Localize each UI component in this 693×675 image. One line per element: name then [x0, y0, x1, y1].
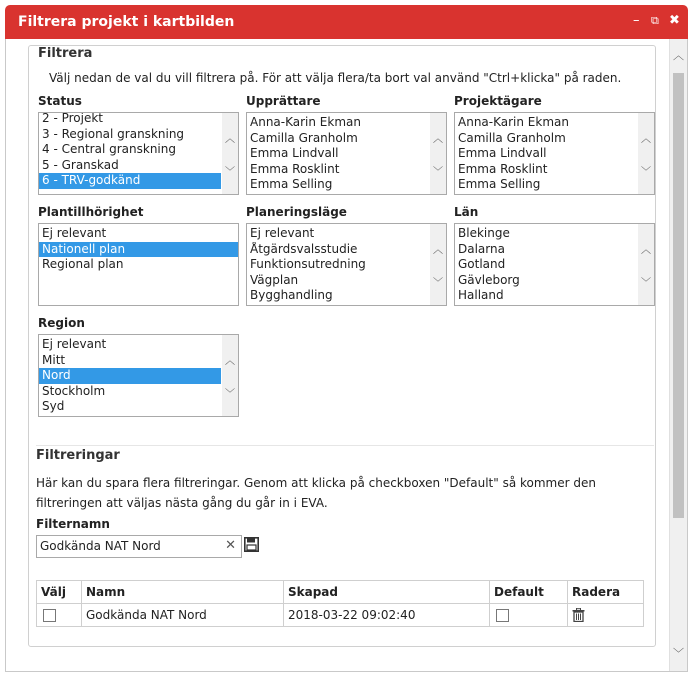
lan-option[interactable]: Blekinge — [458, 226, 510, 240]
plantillhorighet-option[interactable]: Regional plan — [42, 257, 124, 271]
dialog-scrollbar[interactable] — [669, 39, 687, 671]
region-listbox[interactable] — [38, 334, 239, 417]
clear-input-icon[interactable]: ✕ — [225, 538, 236, 553]
projektagare-option[interactable]: Emma Lindvall — [458, 146, 547, 160]
plantillhorighet-listbox[interactable] — [38, 223, 239, 306]
plantillhorighet-option[interactable]: Ej relevant — [42, 226, 107, 240]
chevron-down-icon[interactable]: ﹀ — [641, 167, 651, 178]
region-label: Region — [38, 316, 85, 330]
column-header-skapad: Skapad — [284, 581, 490, 604]
filternamn-value[interactable]: Godkända NAT Nord — [40, 539, 161, 553]
projektagare-option[interactable]: Anna-Karin Ekman — [458, 115, 569, 129]
lan-listbox[interactable] — [454, 223, 655, 306]
dialog-body — [5, 39, 688, 672]
window-titlebar — [5, 5, 688, 39]
filtreringar-title: Filtreringar — [36, 448, 120, 463]
column-header-valj: Välj — [37, 581, 82, 604]
lan-option[interactable]: Gotland — [458, 257, 506, 271]
region-option[interactable]: Syd — [42, 399, 65, 413]
chevron-up-icon[interactable]: ︿ — [641, 245, 651, 256]
column-header-radera: Radera — [568, 581, 644, 604]
planeringslage-scrollbar[interactable] — [430, 224, 446, 305]
upprattare-option[interactable]: Emma Rosklint — [250, 161, 340, 176]
upprattare-option[interactable]: Emma Lindvall — [250, 146, 339, 160]
chevron-up-icon[interactable]: ︿ — [225, 356, 235, 367]
scroll-down-icon[interactable]: ﹀ — [673, 647, 684, 660]
region-option[interactable]: Mitt — [42, 352, 66, 367]
skapad-cell: 2018-03-22 09:02:40 — [284, 604, 490, 627]
projektagare-option[interactable]: Emma Rosklint — [458, 161, 548, 176]
chevron-down-icon[interactable]: ﹀ — [225, 389, 235, 400]
window-title: Filtrera projekt i kartbilden — [18, 14, 235, 30]
region-option[interactable]: Ej relevant — [42, 337, 107, 351]
lan-option[interactable]: Halland — [458, 288, 504, 302]
plantillhorighet-label: Plantillhörighet — [38, 205, 144, 219]
filtreringar-description: Här kan du spara flera filtreringar. Genom att klicka på checkboxen "Default" så kommer den filtreringen att väljas nästa gång du går in i EVA. — [36, 476, 596, 510]
close-icon[interactable]: ✖ — [669, 13, 680, 28]
lan-option[interactable]: Gävleborg — [458, 272, 520, 287]
default-cell — [490, 604, 568, 627]
scrollbar-thumb[interactable] — [673, 73, 684, 518]
chevron-up-icon[interactable]: ︿ — [433, 245, 443, 256]
filter-legend: Filtrera — [38, 46, 93, 61]
projektagare-scrollbar[interactable] — [638, 113, 654, 194]
upprattare-scrollbar[interactable] — [430, 113, 446, 194]
radera-cell — [568, 604, 644, 627]
table-row — [37, 604, 644, 627]
chevron-down-icon[interactable]: ﹀ — [225, 167, 235, 178]
section-divider — [36, 445, 654, 446]
save-icon[interactable] — [244, 537, 259, 552]
status-label: Status — [38, 94, 82, 108]
projektagare-option[interactable]: Emma Selling — [458, 177, 541, 191]
region-option[interactable]: Stockholm — [42, 383, 106, 398]
scroll-up-icon[interactable]: ︿ — [673, 49, 684, 62]
namn-cell: Godkända NAT Nord — [82, 604, 284, 627]
chevron-up-icon[interactable]: ︿ — [641, 134, 651, 145]
chevron-down-icon[interactable]: ﹀ — [433, 167, 443, 178]
valj-checkbox[interactable] — [43, 609, 56, 622]
upprattare-label: Upprättare — [246, 94, 321, 108]
table-header-row — [37, 581, 644, 604]
popout-icon[interactable]: ⧉ — [651, 14, 659, 27]
lan-scrollbar[interactable] — [638, 224, 654, 305]
minimize-icon[interactable]: – — [633, 13, 640, 28]
chevron-down-icon[interactable]: ﹀ — [433, 278, 443, 289]
lan-option[interactable]: Dalarna — [458, 241, 505, 256]
filter-intro: Välj nedan de val du vill filtrera på. För att välja flera/ta bort val använd "Ctrl+klicka" på raden. — [49, 71, 622, 85]
planeringslage-option[interactable]: Ej relevant — [250, 226, 315, 240]
trash-icon[interactable] — [572, 608, 585, 622]
valj-cell — [37, 604, 82, 627]
upprattare-option[interactable]: Emma Selling — [250, 177, 333, 191]
planeringslage-option[interactable]: Funktionsutredning — [250, 257, 366, 271]
planeringslage-option[interactable]: Åtgärdsvalsstudie — [250, 241, 358, 256]
planeringslage-option[interactable]: Bygghandling — [250, 288, 333, 302]
column-header-default: Default — [490, 581, 568, 604]
planeringslage-option[interactable]: Vägplan — [250, 272, 299, 287]
saved-filters-table — [36, 580, 644, 627]
upprattare-option[interactable]: Camilla Granholm — [250, 130, 358, 145]
chevron-down-icon[interactable]: ﹀ — [641, 278, 651, 289]
status-option[interactable]: 3 - Regional granskning — [42, 126, 185, 141]
plantillhorighet-option-selected[interactable]: Nationell plan — [39, 242, 238, 258]
status-listbox[interactable] — [38, 112, 239, 195]
status-option[interactable]: 2 - Projekt — [42, 112, 104, 125]
lan-label: Län — [454, 205, 479, 219]
status-option[interactable]: 5 - Granskad — [42, 157, 119, 172]
projektagare-listbox[interactable] — [454, 112, 655, 195]
region-scrollbar[interactable] — [222, 335, 238, 416]
status-option[interactable]: 4 - Central granskning — [42, 142, 176, 156]
region-option-selected[interactable]: Nord — [39, 368, 221, 384]
planeringslage-listbox[interactable] — [246, 223, 447, 306]
column-header-namn: Namn — [82, 581, 284, 604]
upprattare-listbox[interactable] — [246, 112, 447, 195]
chevron-up-icon[interactable]: ︿ — [433, 134, 443, 145]
planeringslage-label: Planeringsläge — [246, 205, 347, 219]
filternamn-input[interactable] — [36, 535, 242, 558]
default-checkbox[interactable] — [496, 609, 509, 622]
chevron-up-icon[interactable]: ︿ — [225, 134, 235, 145]
projektagare-label: Projektägare — [454, 94, 542, 108]
projektagare-option[interactable]: Camilla Granholm — [458, 130, 566, 145]
status-scrollbar[interactable] — [222, 113, 238, 194]
filternamn-label: Filternamn — [36, 517, 110, 531]
upprattare-option[interactable]: Anna-Karin Ekman — [250, 115, 361, 129]
status-option-selected[interactable]: 6 - TRV-godkänd — [39, 173, 221, 189]
